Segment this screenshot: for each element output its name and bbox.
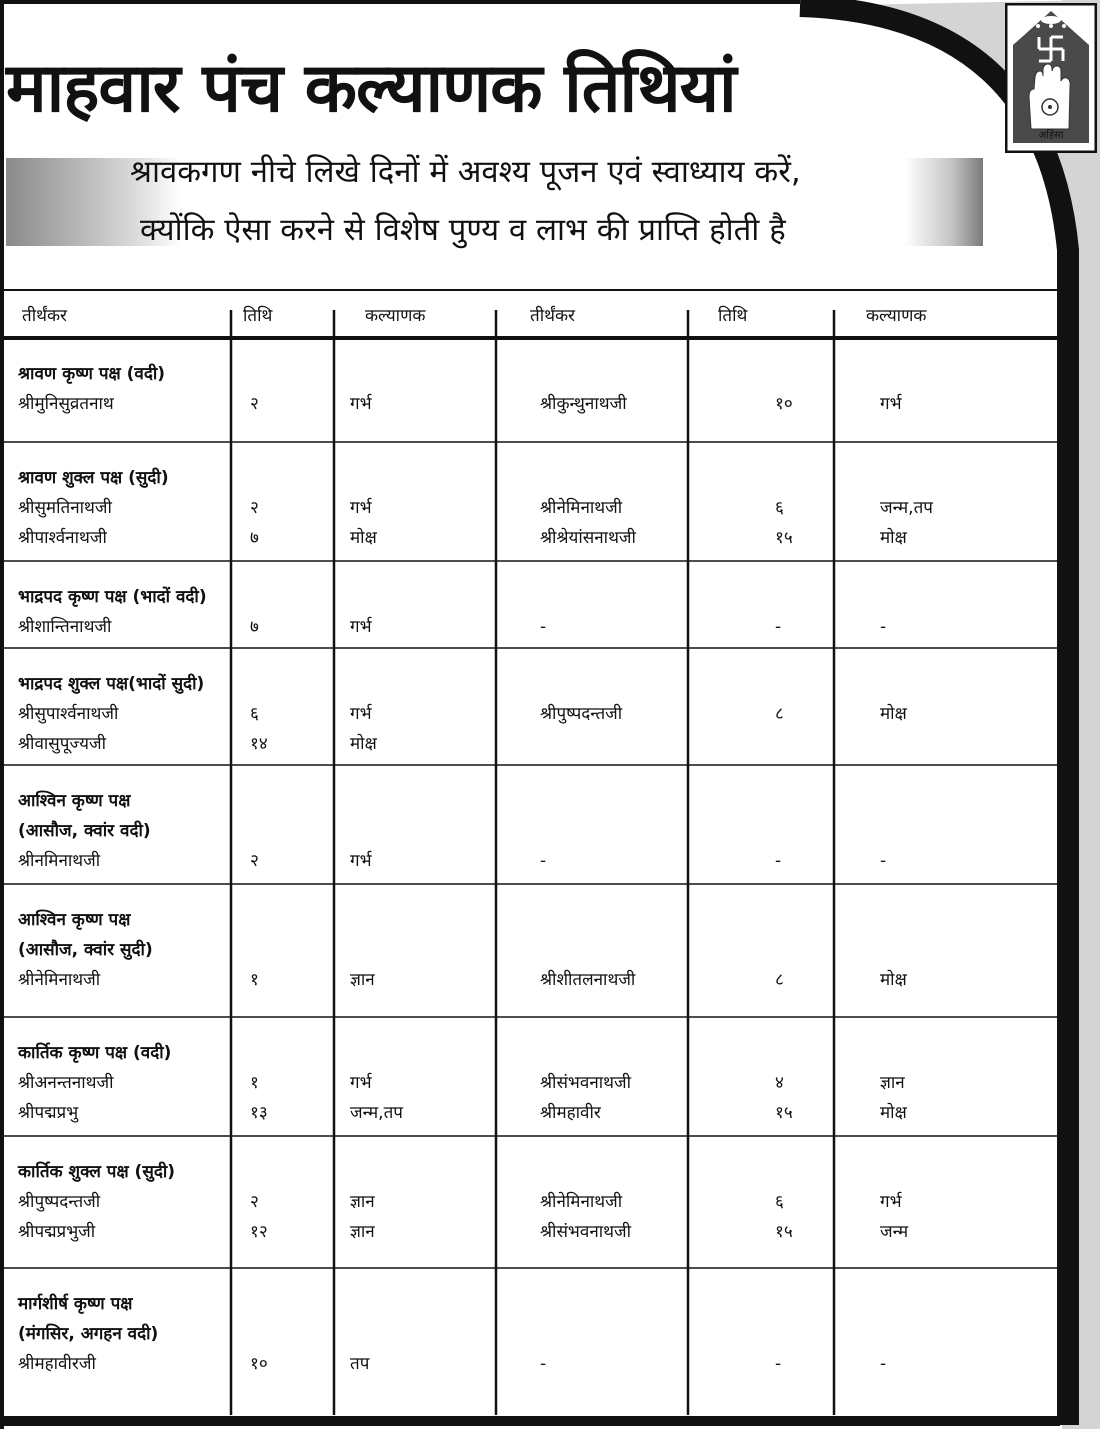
tithi-value: ६ [775, 1192, 784, 1212]
tirthankar-name: श्रीनेमिनाथजी [540, 498, 623, 518]
tithi-value: ४ [775, 1073, 784, 1093]
kalyanak-value: गर्भ [880, 1192, 902, 1212]
tithi-value: ६ [250, 704, 259, 724]
kalyanak-value: जन्म [880, 1222, 909, 1242]
tithi-value: ८ [775, 970, 784, 990]
tithi-value: १३ [250, 1103, 268, 1123]
tirthankar-name: श्रीश्रेयांसनाथजी [540, 528, 636, 548]
kalyanak-value: - [880, 1354, 887, 1374]
section-title: आश्विन कृष्ण पक्ष [18, 910, 131, 930]
kalyanak-value: गर्भ [350, 617, 372, 637]
tirthankar-name: श्रीशीतलनाथजी [540, 970, 636, 990]
tirthankar-name: श्रीपार्श्वनाथजी [18, 528, 107, 548]
tithi-value: १५ [775, 1222, 793, 1242]
tithi-value: १५ [775, 1103, 793, 1123]
tirthankar-name: श्रीकुन्थुनाथजी [540, 394, 627, 414]
tirthankar-name: - [540, 617, 547, 637]
tithi-value: - [775, 851, 782, 871]
tithi-value: ८ [775, 704, 784, 724]
tirthankar-name: श्रीपुष्पदन्तजी [18, 1192, 101, 1212]
tirthankar-name: श्रीमुनिसुव्रतनाथ [18, 394, 114, 414]
column-header: तीर्थंकर [22, 306, 67, 326]
kalyanak-value: ज्ञान [350, 1222, 375, 1242]
tithi-value: १० [775, 394, 793, 414]
kalyanak-value: गर्भ [350, 1073, 372, 1093]
tirthankar-name: श्रीशान्तिनाथजी [18, 617, 112, 637]
tithi-value: ६ [775, 498, 784, 518]
tirthankar-name: श्रीमहावीरजी [18, 1354, 96, 1374]
tithi-value: १ [250, 1073, 259, 1093]
tithi-value: ७ [250, 528, 259, 548]
section-title: (आसौज, क्वांर सुदी) [18, 940, 153, 960]
tirthankar-name: श्रीपद्मप्रभु [18, 1103, 79, 1123]
tirthankar-name: श्रीनेमिनाथजी [540, 1192, 623, 1212]
column-header: तिथि [243, 306, 273, 326]
section-title: आश्विन कृष्ण पक्ष [18, 791, 131, 811]
column-header: कल्याणक [365, 306, 426, 326]
kalyanak-value: जन्म,तप [350, 1103, 403, 1123]
column-header: कल्याणक [866, 306, 927, 326]
section-title: (मंगसिर, अगहन वदी) [18, 1324, 159, 1344]
kalyanak-value: मोक्ष [350, 528, 377, 548]
section-title: (आसौज, क्वांर वदी) [18, 821, 151, 841]
kalyanak-value: ज्ञान [880, 1073, 905, 1093]
kalyanak-value: मोक्ष [350, 734, 377, 754]
kalyanak-value: मोक्ष [880, 704, 907, 724]
tithi-value: १४ [250, 734, 268, 754]
column-header: तिथि [718, 306, 748, 326]
kalyanak-value: ज्ञान [350, 970, 375, 990]
section-title: भाद्रपद शुक्ल पक्ष(भादों सुदी) [18, 674, 205, 694]
kalyanak-value: - [880, 617, 887, 637]
kalyanak-value: गर्भ [350, 704, 372, 724]
section-title: भाद्रपद कृष्ण पक्ष (भादों वदी) [18, 587, 207, 607]
kalyanak-value: जन्म,तप [880, 498, 933, 518]
kalyanak-value: मोक्ष [880, 528, 907, 548]
tirthankar-name: श्रीअनन्तनाथजी [18, 1073, 114, 1093]
tirthankar-name: श्रीसुपार्श्वनाथजी [18, 704, 119, 724]
tithi-value: १ [250, 970, 259, 990]
section-title: श्रावण शुक्ल पक्ष (सुदी) [18, 468, 169, 488]
tithi-value: - [775, 1354, 782, 1374]
emblem-label: अहिंसा [1038, 130, 1064, 141]
kalyanak-value: मोक्ष [880, 1103, 907, 1123]
section-title: मार्गशीर्ष कृष्ण पक्ष [18, 1294, 133, 1314]
tirthankar-name: श्रीनेमिनाथजी [18, 970, 101, 990]
tithi-value: १२ [250, 1222, 268, 1242]
column-header: तीर्थंकर [530, 306, 575, 326]
kalyanak-value: मोक्ष [880, 970, 907, 990]
section-title: श्रावण कृष्ण पक्ष (वदी) [18, 364, 166, 384]
tirthankar-name: श्रीमहावीर [540, 1103, 601, 1123]
tirthankar-name: श्रीनमिनाथजी [18, 851, 101, 871]
tirthankar-name: श्रीसंभवनाथजी [540, 1222, 632, 1242]
section-title: कार्तिक शुक्ल पक्ष (सुदी) [18, 1162, 176, 1182]
tirthankar-name: श्रीपद्मप्रभुजी [18, 1222, 96, 1242]
tithi-value: १५ [775, 528, 793, 548]
tithi-value: ७ [250, 617, 259, 637]
kalyanak-value: तप [350, 1354, 370, 1374]
tithi-value: २ [250, 394, 259, 414]
kalyanak-value: गर्भ [350, 498, 372, 518]
kalyanak-value: - [880, 851, 887, 871]
tithi-value: १० [250, 1354, 268, 1374]
subtitle-band-right [905, 158, 983, 246]
tirthankar-name: श्रीसंभवनाथजी [540, 1073, 632, 1093]
tirthankar-name: - [540, 1354, 547, 1374]
tirthankar-name: श्रीपुष्पदन्तजी [540, 704, 623, 724]
kalyanak-value: गर्भ [350, 394, 372, 414]
tithi-value: - [775, 617, 782, 637]
jain-emblem-icon [1005, 3, 1097, 153]
page-title: माहवार पंच कल्याणक तिथियां [6, 49, 736, 128]
tithi-value: २ [250, 851, 259, 871]
kalyanak-value: ज्ञान [350, 1192, 375, 1212]
subtitle-line-1: श्रावकगण नीचे लिखे दिनों में अवश्य पूजन एवं स्वाध्याय करें, [130, 154, 801, 190]
subtitle-line-2: क्योंकि ऐसा करने से विशेष पुण्य व लाभ की प्राप्ति होती है [140, 212, 786, 248]
section-title: कार्तिक कृष्ण पक्ष (वदी) [18, 1043, 172, 1063]
tirthankar-name: श्रीवासुपूज्यजी [18, 734, 107, 754]
tirthankar-name: श्रीसुमतिनाथजी [18, 498, 112, 518]
kalyanak-value: गर्भ [350, 851, 372, 871]
tirthankar-name: - [540, 851, 547, 871]
tithi-value: २ [250, 498, 259, 518]
tithi-value: २ [250, 1192, 259, 1212]
kalyanak-value: गर्भ [880, 394, 902, 414]
